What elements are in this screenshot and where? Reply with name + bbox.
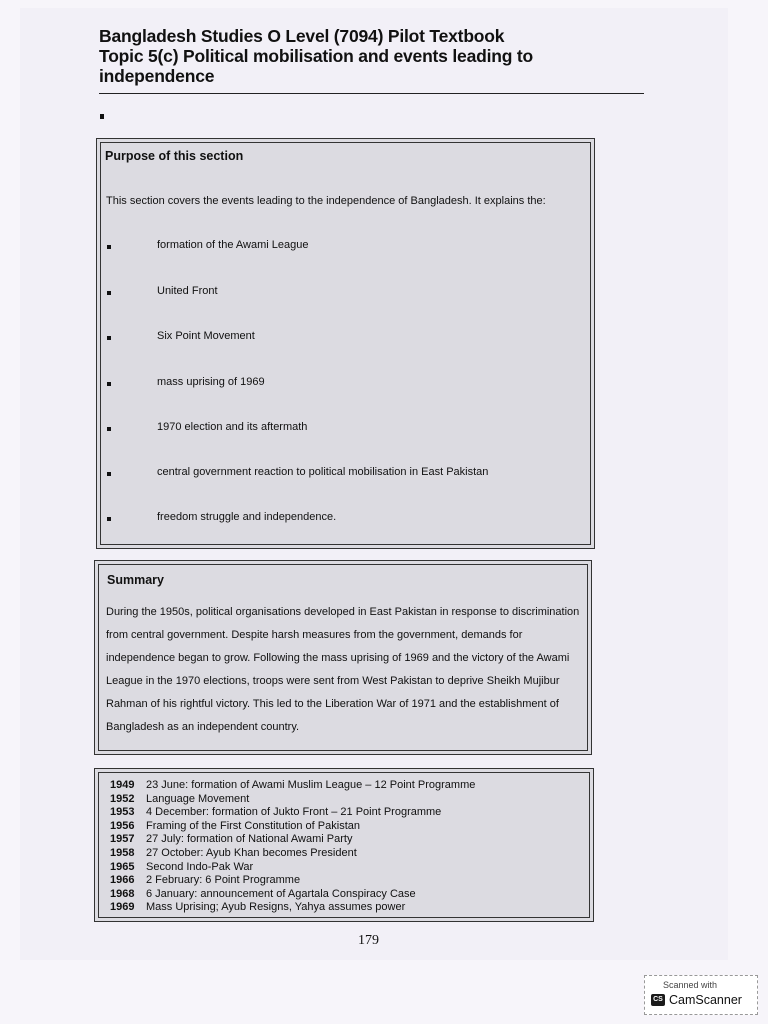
bullet-mark [107, 336, 111, 340]
purpose-bullet: 1970 election and its aftermath [157, 421, 308, 433]
timeline-event: 4 December: formation of Jukto Front – 21 Point Programme [146, 806, 442, 819]
timeline-event: 27 October: Ayub Khan becomes President [146, 846, 357, 859]
bullet-mark [107, 245, 111, 249]
header-title: Bangladesh Studies O Level (7094) Pilot Textbook [99, 26, 505, 46]
timeline-event: Language Movement [146, 792, 250, 805]
timeline-row [110, 888, 475, 902]
purpose-box [96, 138, 595, 549]
summary-title: Summary [107, 573, 164, 587]
timeline-event: 23 June: formation of Awami Muslim League – 12 Point Programme [146, 779, 476, 791]
timeline-row [110, 820, 475, 834]
purpose-bullet: formation of the Awami League [157, 239, 309, 251]
purpose-bullet: central government reaction to political mobilisation in East Pakistan [157, 466, 489, 478]
timeline-box-frame [98, 772, 590, 918]
summary-box [94, 560, 592, 755]
timeline-row [110, 847, 475, 861]
header-topic-continued: independence [99, 66, 215, 86]
timeline-event: 27 July: formation of National Awami Party [146, 833, 353, 846]
timeline-year: 1958 [110, 846, 135, 859]
header-rule [99, 93, 644, 94]
timeline-year: 1969 [110, 901, 135, 914]
summary-box-frame [98, 564, 588, 751]
timeline-event: Framing of the First Constitution of Pakistan [146, 819, 360, 832]
timeline-row [110, 779, 475, 793]
timeline-box [94, 768, 594, 922]
bullet-mark [107, 517, 111, 521]
timeline-row [110, 806, 475, 820]
scanner-caption: Scanned with [663, 980, 718, 990]
bullet-mark [107, 291, 111, 295]
timeline-year: 1965 [110, 860, 135, 873]
timeline-year: 1949 [110, 779, 135, 791]
timeline-year: 1966 [110, 874, 135, 887]
purpose-bullet: Six Point Movement [157, 330, 255, 342]
purpose-title: Purpose of this section [105, 149, 244, 163]
bullet-mark [100, 114, 104, 119]
bullet-mark [107, 382, 111, 386]
timeline-year: 1953 [110, 806, 135, 819]
timeline-row [110, 793, 475, 807]
purpose-bullet: mass uprising of 1969 [157, 376, 265, 388]
scanner-watermark [644, 975, 758, 1015]
timeline-year: 1956 [110, 819, 135, 832]
timeline-year: 1952 [110, 792, 135, 805]
timeline-year: 1968 [110, 887, 135, 900]
timeline-year: 1957 [110, 833, 135, 846]
bullet-mark [107, 472, 111, 476]
timeline-row [110, 861, 475, 875]
purpose-bullet: freedom struggle and independence. [157, 511, 337, 523]
timeline-row [110, 874, 475, 888]
page-header [99, 26, 644, 86]
purpose-intro: This section covers the events leading to the independence of Bangladesh. It explains the: [106, 195, 546, 207]
timeline-list [110, 779, 475, 915]
header-topic: Topic 5(c) Political mobilisation and events leading to [99, 46, 534, 66]
timeline-event: Mass Uprising; Ayub Resigns, Yahya assumes power [146, 901, 406, 914]
scanner-brand: CamScanner [669, 993, 742, 1007]
timeline-event: Second Indo-Pak War [146, 860, 254, 873]
summary-body: During the 1950s, political organisations developed in East Pakistan in response to discrimination from central government. Despite harsh measures from the government, demands for independence began to grow. Following the mass uprising of 1969 and the victory of the Awami League in the 1970 elections, troops were sent from West Pakistan to deprive Sheikh Mujibur Rahman of his rightful victory. This led to the Liberation War of 1971 and the establishment of Bangladesh as an independent country. [106, 606, 580, 733]
timeline-row [110, 901, 475, 915]
purpose-box-frame [100, 142, 591, 545]
timeline-row [110, 833, 475, 847]
timeline-event: 6 January: announcement of Agartala Conspiracy Case [146, 887, 416, 900]
camscanner-logo-icon: CS [651, 994, 665, 1006]
purpose-bullet: United Front [157, 285, 218, 297]
page-number: 179 [358, 933, 379, 948]
timeline-event: 2 February: 6 Point Programme [146, 874, 301, 887]
bullet-mark [107, 427, 111, 431]
